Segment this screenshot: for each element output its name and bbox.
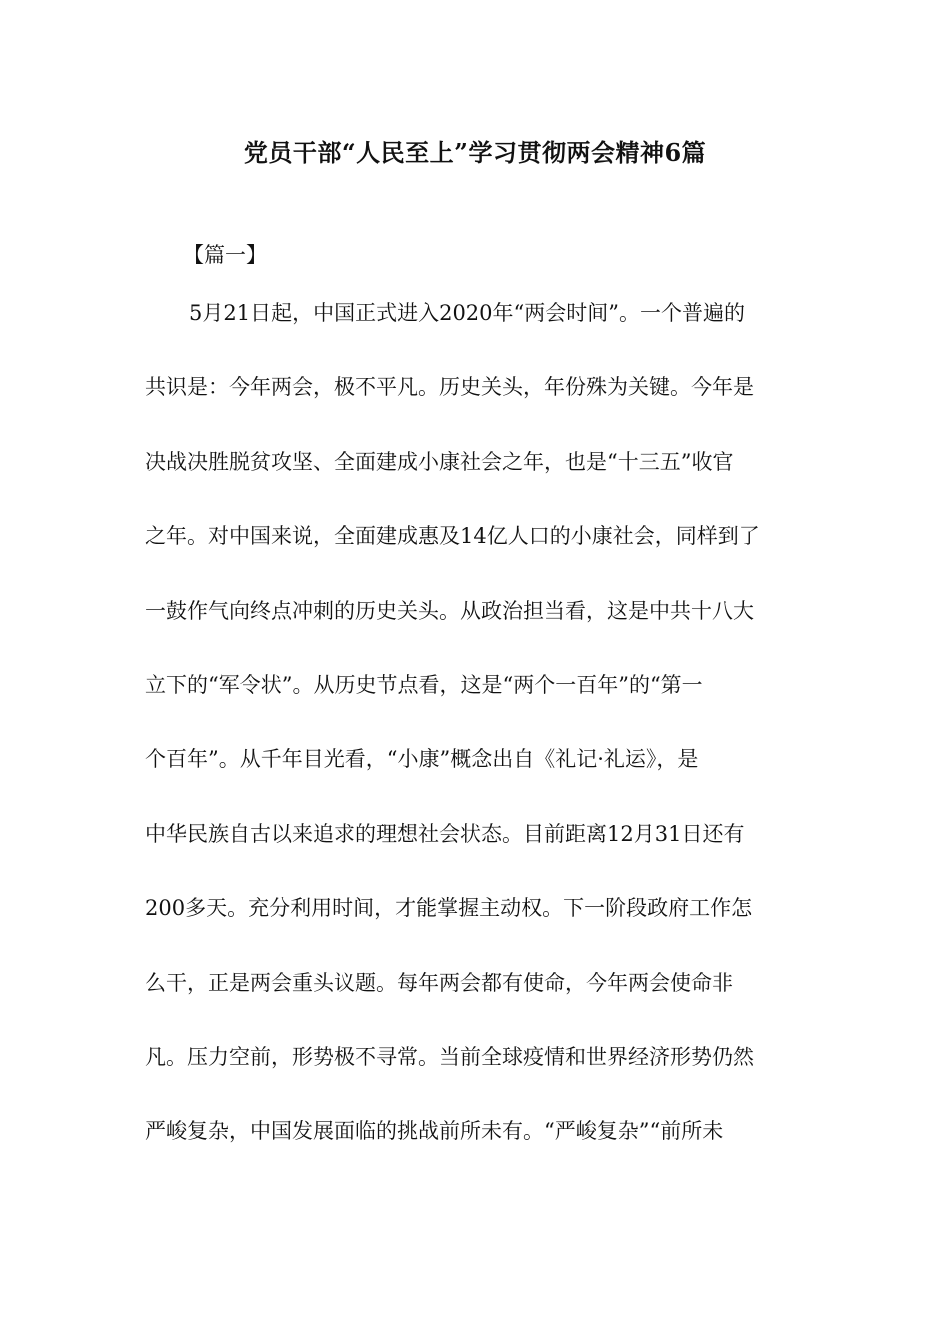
text-line: 决战决胜脱贫攻坚、全面建成小康社会之年，也是“十三五”收官: [145, 449, 734, 474]
text-line: 立下的“军令状”。从历史节点看，这是“两个一百年”的“第一: [145, 672, 703, 697]
text-line: 之年。对中国来说，全面建成惠及14亿人口的小康社会，同样到了: [145, 524, 760, 549]
text-line: 200多天。充分利用时间，才能掌握主动权。下一阶段政府工作怎: [145, 896, 753, 921]
section-label: 【篇一】: [183, 243, 267, 267]
text-line: 共识是：今年两会，极不平凡。历史关头，年份殊为关键。今年是: [145, 375, 754, 400]
body-text: [145, 298, 810, 1191]
text-line: 个百年”。从千年目光看，“小康”概念出自《礼记·礼运》，是: [145, 747, 699, 772]
text-line: 5月21日起，中国正式进入2020年“两会时间”。一个普遍的: [189, 301, 745, 325]
text-line: 中华民族自古以来追求的理想社会状态。目前距离12月31日还有: [145, 821, 745, 846]
text-line: 一鼓作气向终点冲刺的历史关头。从政治担当看，这是中共十八大: [145, 598, 754, 623]
text-line: 凡。压力空前，形势极不寻常。当前全球疫情和世界经济形势仍然: [145, 1044, 754, 1069]
text-line: 严峻复杂，中国发展面临的挑战前所未有。“严峻复杂”“前所未: [145, 1119, 724, 1144]
document-title: 党员干部“人民至上”学习贯彻两会精神6篇: [243, 138, 707, 167]
text-line: 么干，正是两会重头议题。每年两会都有使命，今年两会使命非: [145, 970, 733, 995]
